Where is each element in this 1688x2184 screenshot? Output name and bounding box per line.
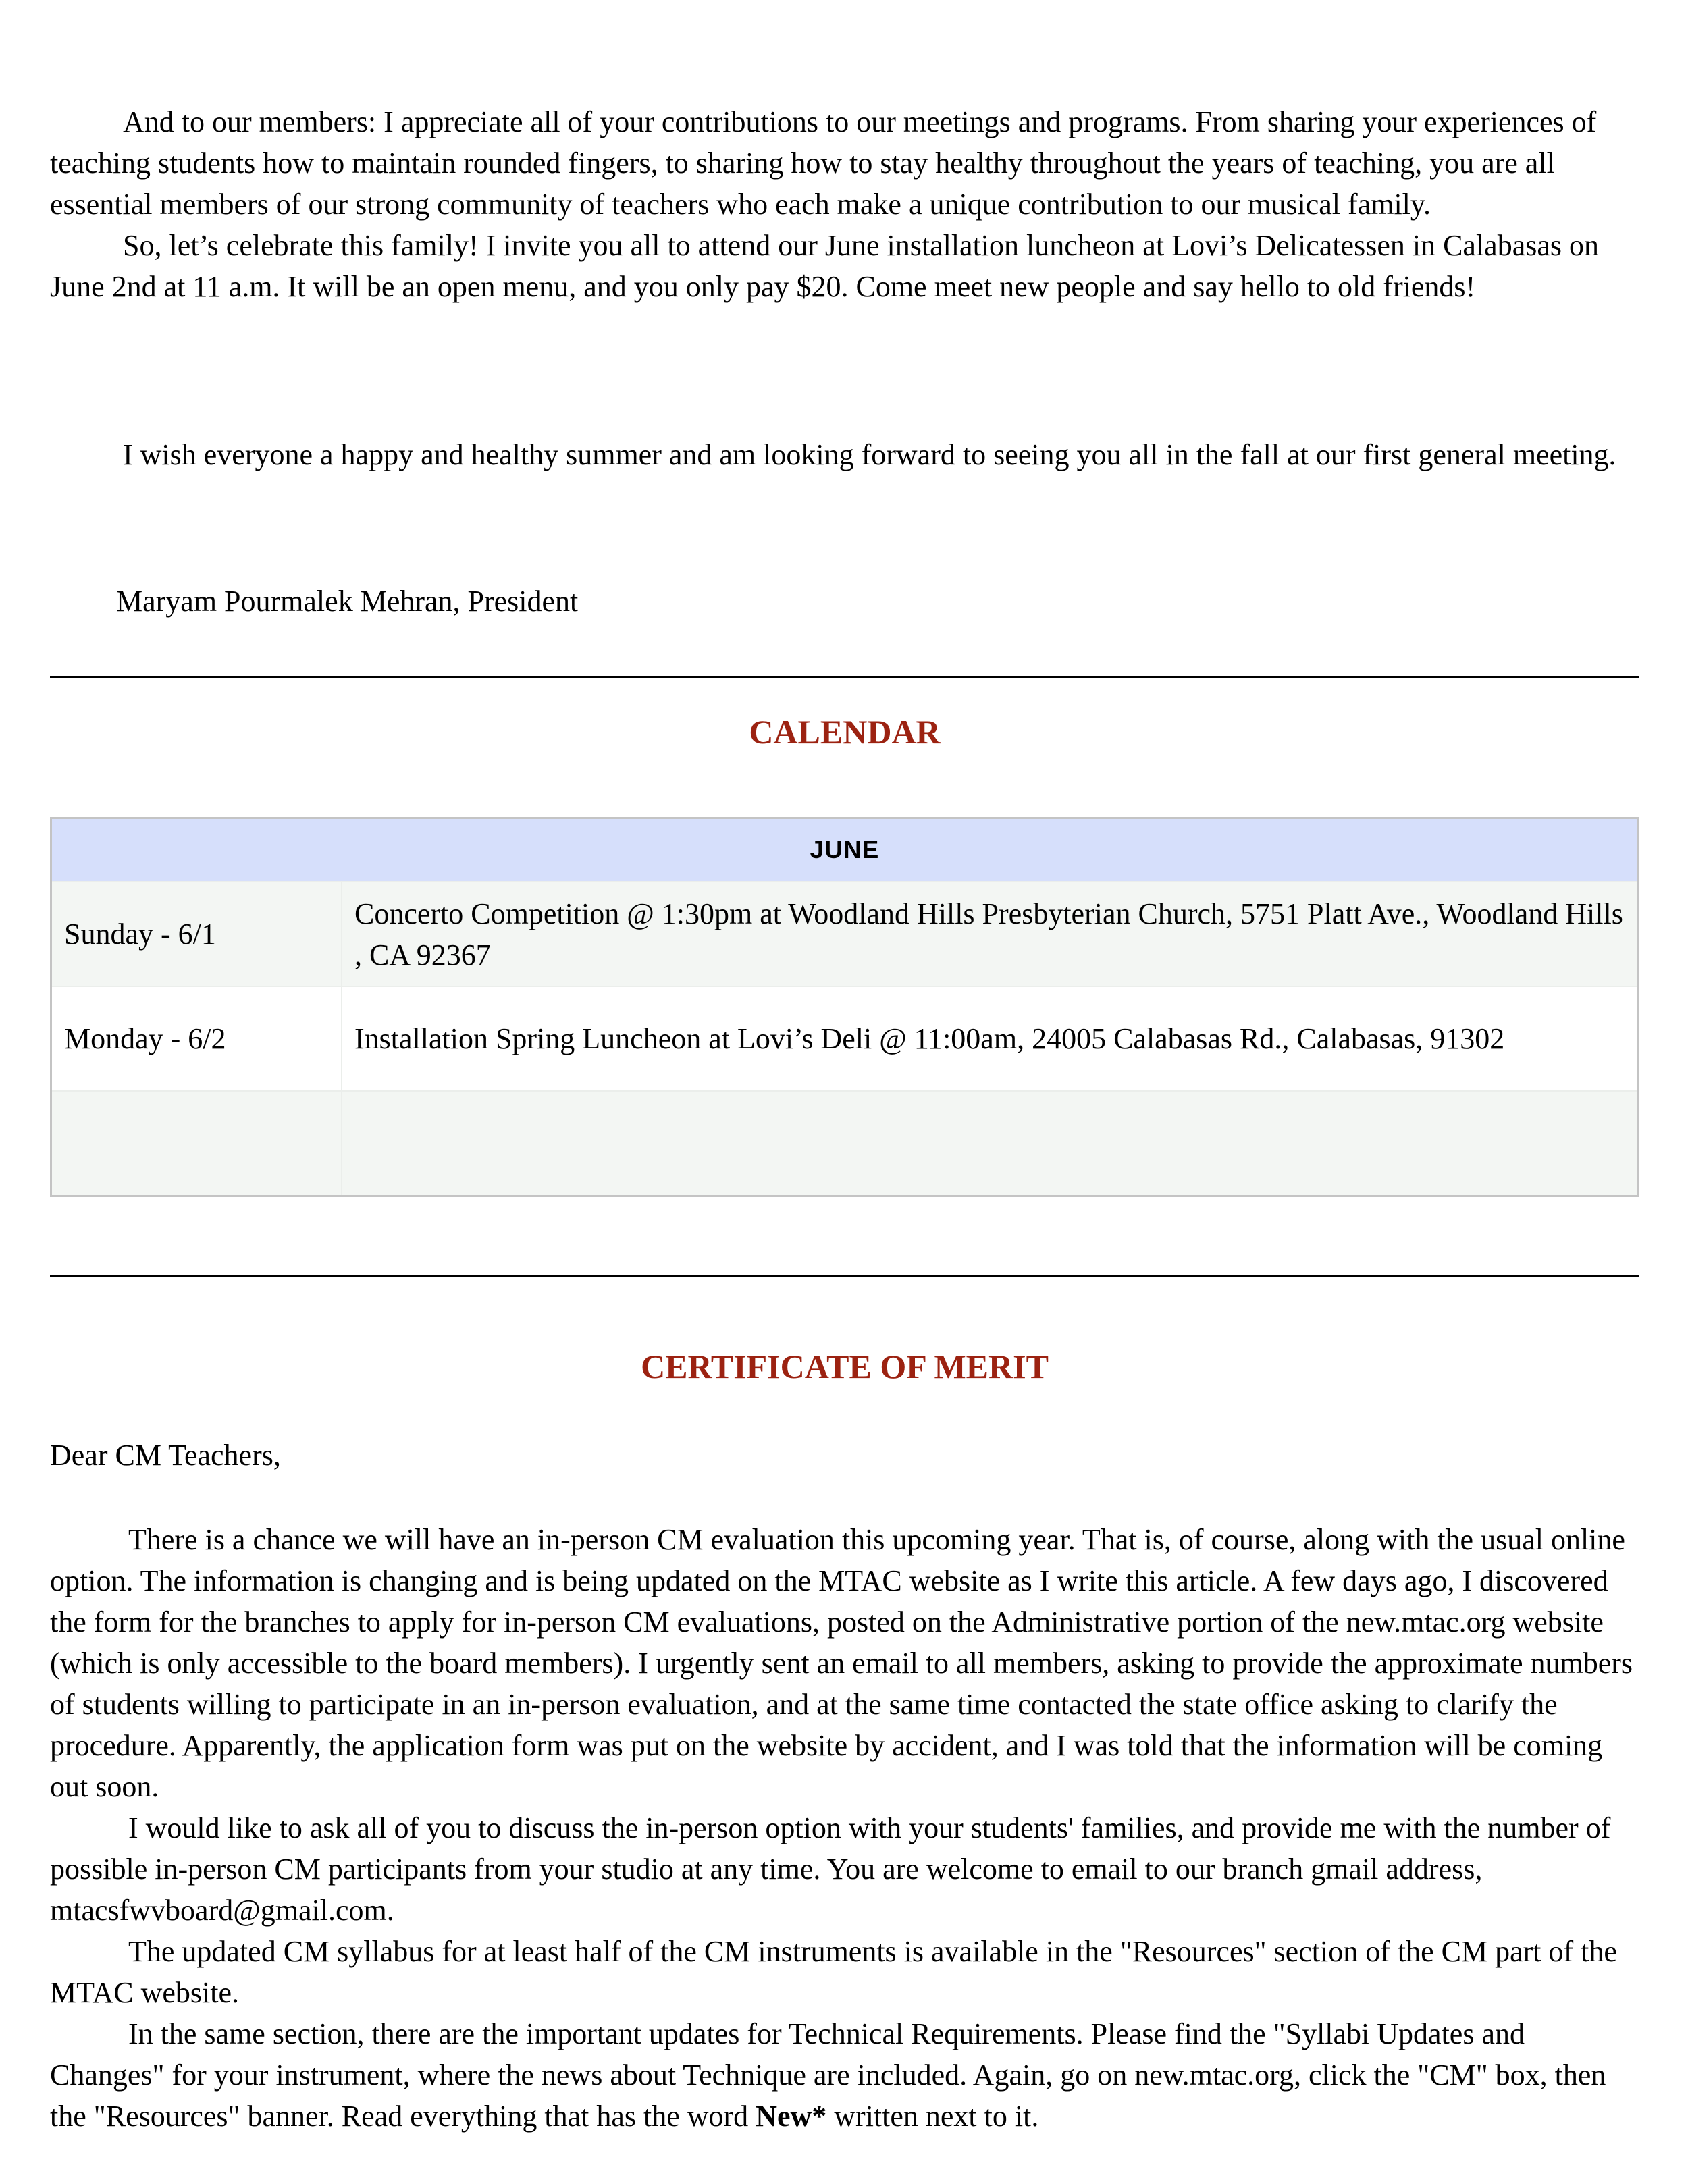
members-paragraph: And to our members: I appreciate all of your contributions to our meetings and programs. From sharing your experiences of teaching students how to maintain rounded fingers, to sharing how to stay healthy throughout the years of teaching, you are all essential members of our strong community of teachers who each make a unique contribution to our musical family. — [50, 105, 1597, 221]
wish-block — [50, 434, 1639, 475]
cm-ask-paragraph: I would like to ask all of you to discuss the in-person option with your students' families, and provide me with the number of possible in-person CM participants from your studio at any time. You are welcome to email to our branch gmail address, mtacsfwvboard@gmail.com. — [50, 1811, 1611, 1927]
cm-greeting-block — [50, 1435, 1639, 1476]
cm-syllabus-paragraph: The updated CM syllabus for at least half of the CM instruments is available in the "Resources" section of the CM part of the MTAC website. — [50, 1935, 1617, 2009]
cm-section-text-end: written next to it. — [826, 2100, 1039, 2133]
signature-block — [50, 581, 1639, 622]
calendar-heading: CALENDAR — [749, 713, 941, 751]
calendar-month-header: JUNE — [52, 819, 1637, 881]
celebrate-paragraph: So, let’s celebrate this family! I invite you all to attend our June installation luncheon at Lovi’s Delicatessen in Calabasas on June 2nd at 11 a.m. It will be an open menu, and you only pay $20. Come meet new people and say hello to old friends! — [50, 229, 1600, 303]
cm-body — [50, 1519, 1639, 2137]
cm-section-text-start: In the same section, there are the important updates for Technical Requirements. Please find the "Syllabi Updates and Changes" for your instrument, where the news about Technique are included. Again, go on new.mtac.org, click the "CM" box, then the "Resources" banner. Read everything that has the word — [50, 2017, 1606, 2133]
cm-chance-paragraph: There is a chance we will have an in-person CM evaluation this upcoming year. That is, of course, along with the usual online option. The information is changing and is being updated on the MTAC website as I write this article. A few days ago, I discovered the form for the branches to apply for in-person CM evaluations, posted on the Administrative portion of the new.mtac.org website (which is only accessible to the board members). I urgently sent an email to all members, asking to provide the approximate numbers of students willing to participate in an in-person evaluation, and at the same time contacted the state office asking to clarify the procedure. Apparently, the application form was put on the website by accident, and I was told that the information will be coming out soon. — [50, 1523, 1633, 1803]
event-day: Sunday - 6/1 — [52, 882, 342, 986]
event-day: Monday - 6/2 — [52, 987, 342, 1090]
new-marker: New* — [756, 2100, 827, 2133]
cm-section-paragraph — [50, 2013, 1639, 2137]
calendar-row — [52, 986, 1637, 1090]
event-description: Installation Spring Luncheon at Lovi’s Deli @ 11:00am, 24005 Calabasas Rd., Calabasas, 91302 — [354, 1022, 1505, 1055]
event-description: Concerto Competition @ 1:30pm at Woodland Hills Presbyterian Church, 5751 Platt Ave., Woodland Hills , CA 92367 — [354, 897, 1623, 971]
event-day — [52, 1092, 342, 1195]
calendar-table — [50, 817, 1639, 1197]
president-letter — [50, 101, 1639, 307]
cm-greeting: Dear CM Teachers, — [50, 1439, 281, 1472]
president-signature: Maryam Pourmalek Mehran, President — [116, 585, 579, 618]
calendar-row-empty — [52, 1090, 1637, 1195]
cm-heading: CERTIFICATE OF MERIT — [641, 1348, 1049, 1385]
calendar-row — [52, 881, 1637, 986]
section-divider — [50, 676, 1639, 678]
section-divider — [50, 1275, 1639, 1277]
wish-paragraph: I wish everyone a happy and healthy summer and am looking forward to seeing you all in the fall at our first general meeting. — [123, 438, 1616, 471]
event-description — [342, 1092, 1637, 1195]
